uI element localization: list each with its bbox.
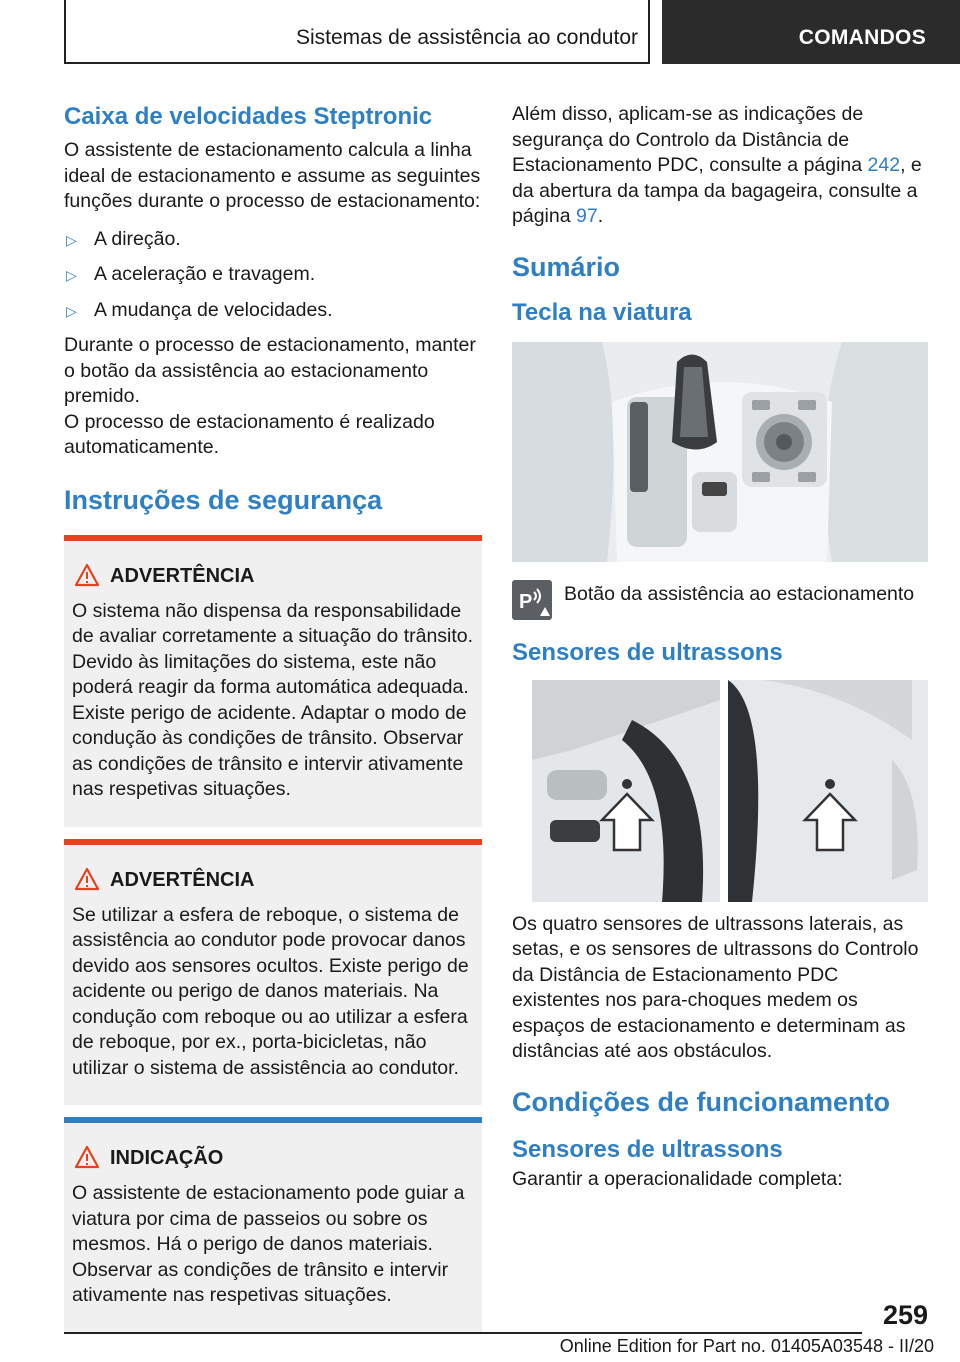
heading-steptronic: Caixa de velocidades Steptronic [64, 103, 433, 130]
paragraph-automatic: O processo de estacionamento é realizado automaticamente. [64, 410, 435, 458]
heading-sensors-conditions: Sensores de ultrassons [512, 1135, 783, 1163]
paragraph-hold-button: Durante o processo de estacionamento, manter o botão da assistência ao estacionamento premido. [64, 334, 476, 407]
heading-summary: Sumário [512, 251, 621, 282]
caption-text: Botão da assistência ao estacionamento [564, 582, 915, 605]
warning-title: ADVERTÊNCIA [110, 564, 255, 587]
footer-rule [64, 1332, 862, 1334]
note-text: O assistente de estacionamento pode guiar a viatura por cima de passeios ou sobre os mesmos. Há o perigo de danos materiais. Observar as condições de trânsito e intervir ativamente nas respetivas situações. [72, 1182, 465, 1306]
warning-text: Se utilizar a esfera de reboque, o sistema de assistência ao condutor pode provocar danos devido aos sensores ocultos. Existe perigo de acidente ou perigo de danos materiais. Na condução com reboque ou ao utilizar a esfera de reboque, por ex., porta-bicicletas, não utilizar o sistema de assistência ao condutor. [72, 903, 469, 1079]
footer-edition: Online Edition for Part no. 01405A03548 - II/20 [559, 1336, 934, 1356]
list-item: ▷ A aceleração e travagem. [64, 262, 482, 288]
center-console-image [512, 342, 928, 562]
ultrasonic-sensors-image [512, 680, 928, 902]
paragraph-conditions: Garantir a operacionalidade completa: [512, 1167, 843, 1190]
page-ref-link-pdc[interactable]: 242 [867, 154, 901, 176]
header-chapter-label: COMANDOS [798, 26, 926, 49]
warning-title: ADVERTÊNCIA [110, 868, 255, 891]
header-chapter-tab[interactable] [662, 0, 960, 64]
paragraph-sensors: Os quatro sensores de ultrassons laterais, as setas, e os sensores de ultrassons do Controlo da Distância de Estacionamento PDC existentes nos para-choques medem os espaços de estacionamento e determinam as distâncias até aos obstáculos. [512, 912, 919, 1062]
note-title: INDICAÇÃO [110, 1147, 224, 1169]
heading-sensors: Sensores de ultrassons [512, 638, 783, 666]
heading-safety: Instruções de segurança [64, 484, 383, 515]
list-item: ▷ A direção. [64, 227, 482, 253]
paragraph-functions: O assistente de estacionamento calcula a linha ideal de estacionamento e assume as seguintes funções durante o processo de estacionamento: [64, 139, 481, 212]
functions-list [64, 227, 482, 324]
bullet-triangle-icon: ▷ [66, 302, 77, 319]
warning-triangle-icon [74, 867, 100, 891]
warning-box-1 [64, 535, 482, 827]
caption-row [512, 578, 928, 624]
warning-text: O sistema não dispensa da responsabilidade de avaliar corretamente a situação do trânsito. Devido às limitações do sistema, este não poderá reagir da forma automática adequada. Existe perigo de acidente. Adaptar o modo de condução às condições de trânsito. Observar as condições de trânsito e intervir ativamente nas respetivas situações. [72, 599, 474, 800]
heading-conditions: Condições de funcionamento [512, 1086, 891, 1117]
page-ref-link-tailgate[interactable]: 97 [575, 205, 598, 227]
heading-button: Tecla na viatura [512, 298, 692, 326]
right-column [512, 102, 928, 1192]
list-item: ▷ A mudança de velocidades. [64, 298, 482, 324]
warning-triangle-icon [74, 563, 100, 587]
note-box [64, 1117, 482, 1333]
bullet-triangle-icon: ▷ [66, 267, 77, 283]
header-rule-right [648, 0, 650, 64]
page-number: 259 [882, 1300, 928, 1330]
park-assist-button-icon [512, 580, 552, 620]
warning-box-2 [64, 839, 482, 1106]
header-section-title: Sistemas de assistência ao condutor [295, 26, 638, 49]
bullet-triangle-icon: ▷ [66, 231, 77, 248]
paragraph-safety-refs: Além disso, aplicam-se as indicações de segurança do Controlo da Distância de Estacionamento PDC, consulte a página 242, e da abertura da tampa da bagageira, consulte a página 97. [512, 103, 922, 227]
warning-triangle-icon [74, 1145, 100, 1169]
header-rule-bottom [64, 62, 650, 64]
left-column [64, 102, 482, 1333]
svg-text:P: P [519, 590, 533, 613]
